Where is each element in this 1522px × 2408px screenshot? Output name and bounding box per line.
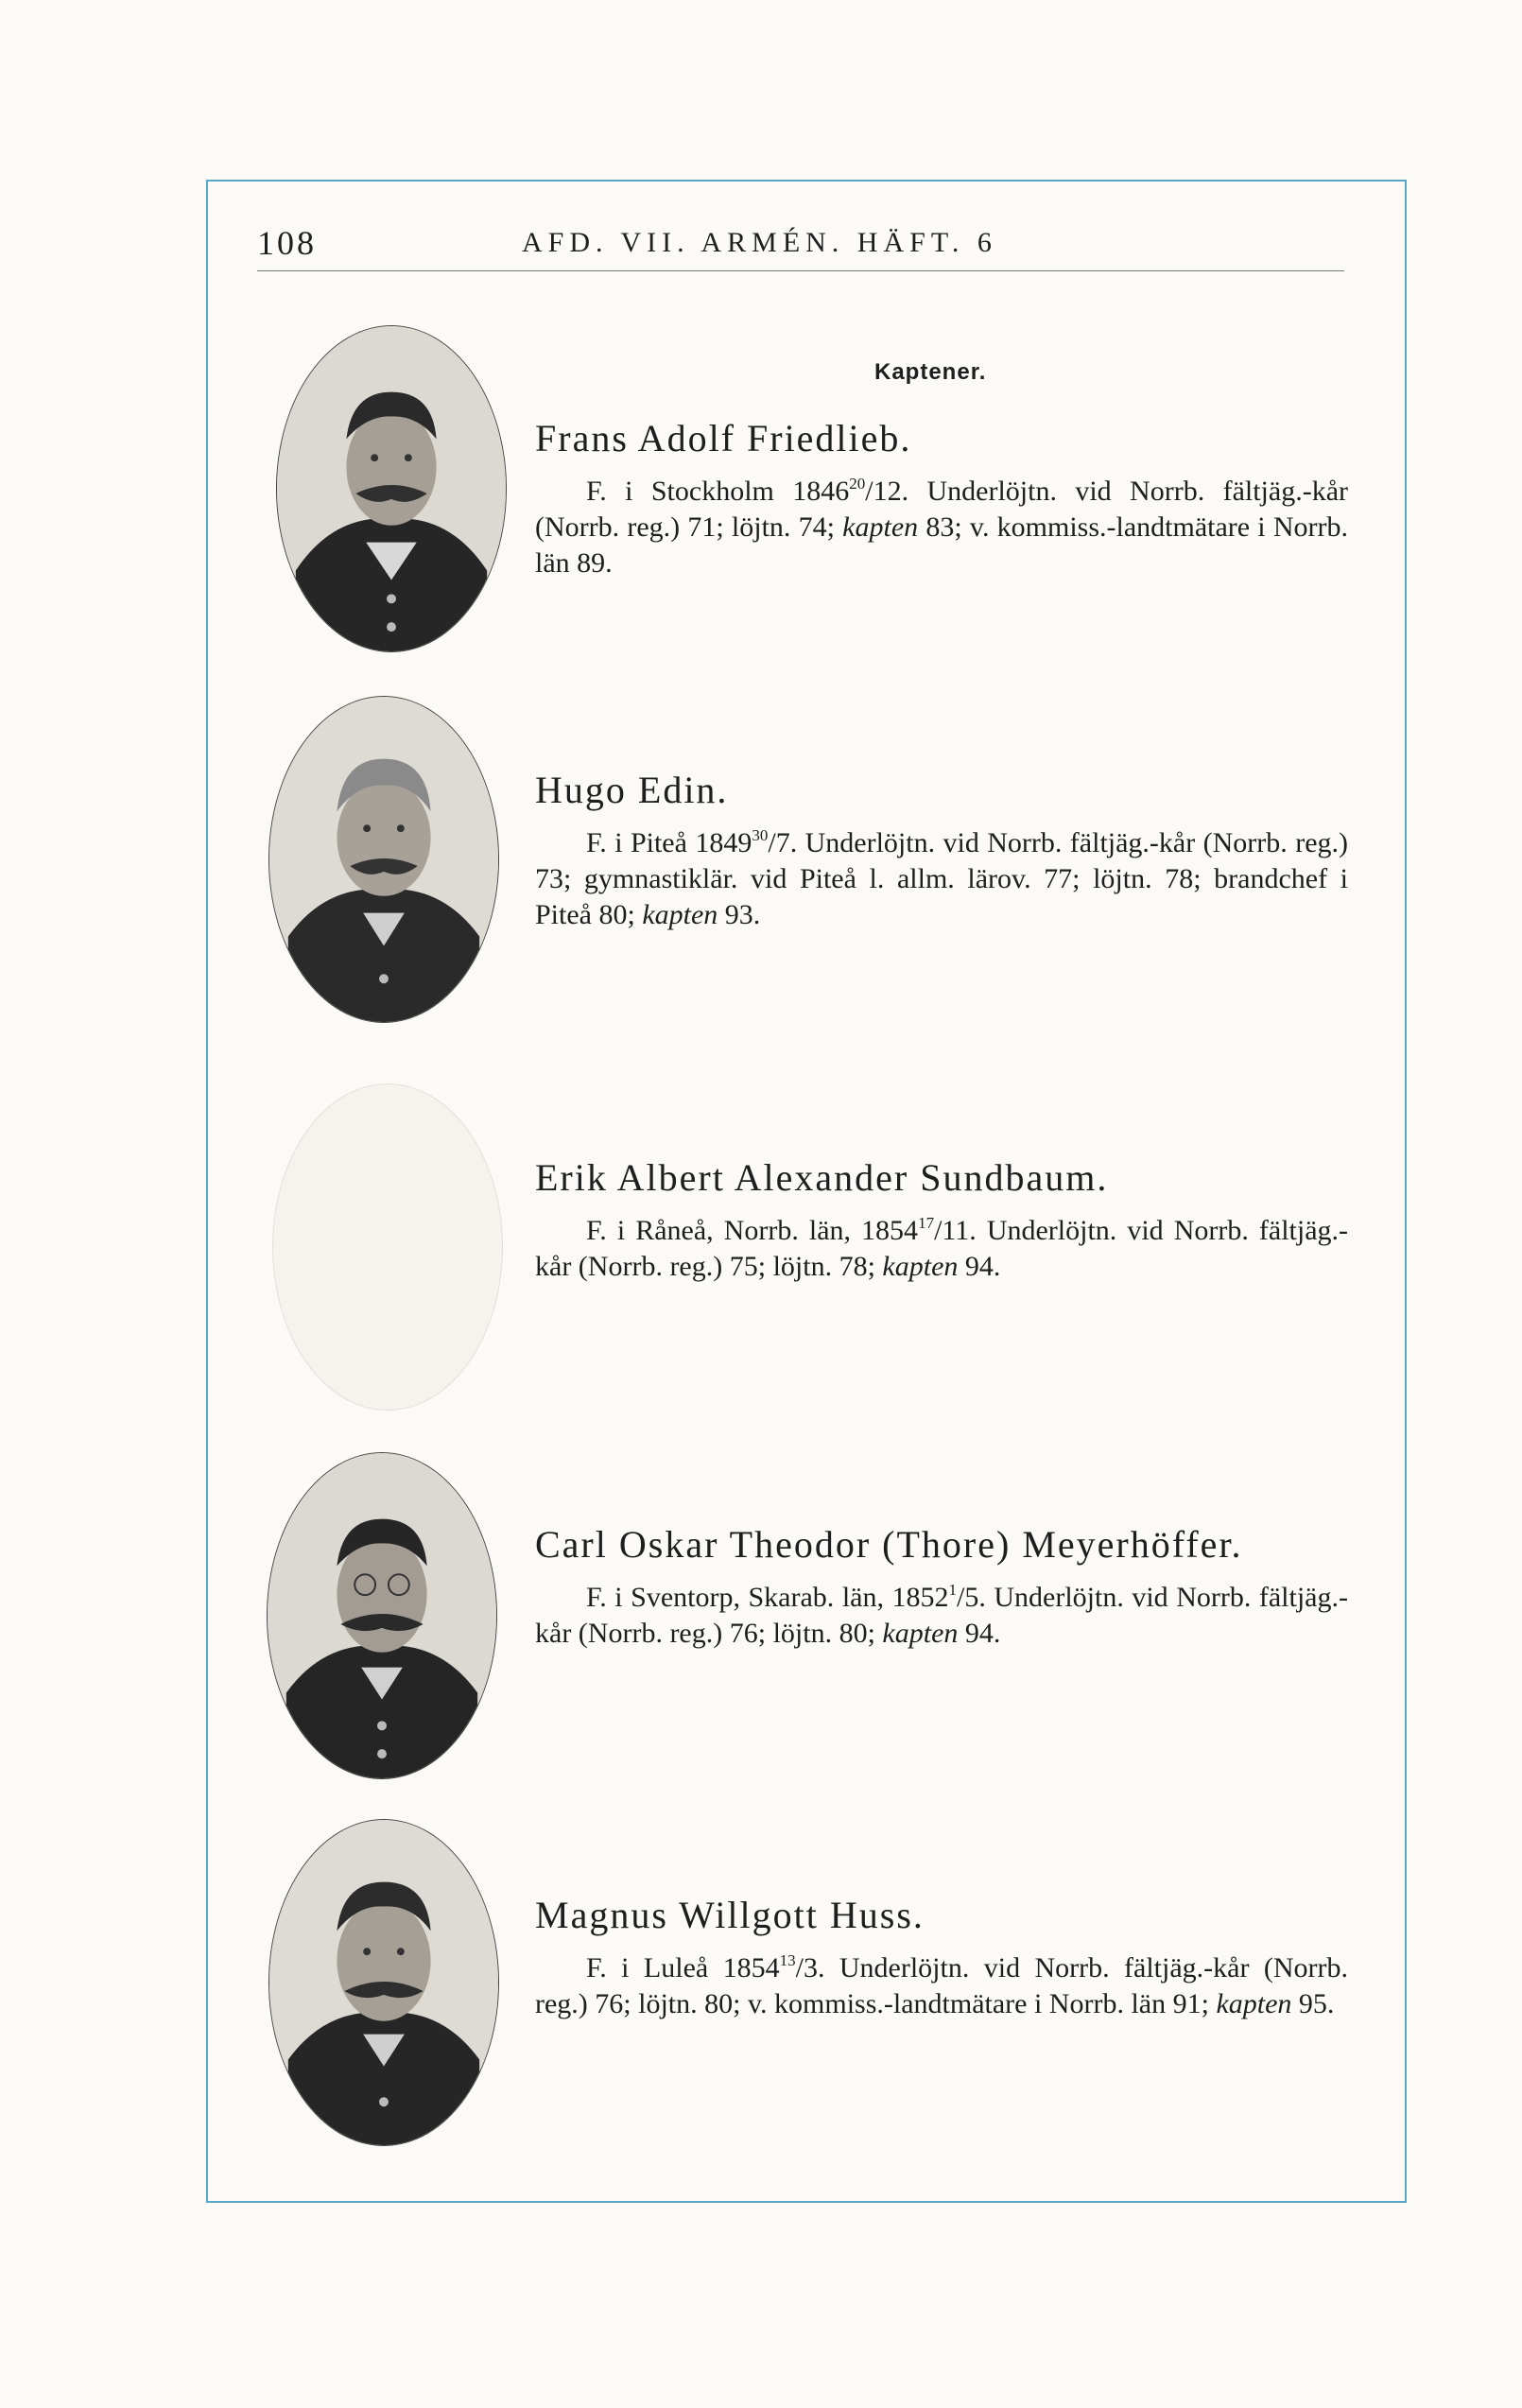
entry-meyerhoffer	[535, 1522, 1348, 1652]
entry-bio: F. i Luleå 1854$^{13}$/3. Underlöjtn. vid Norrb. fältjäg.-kår (Norrb. reg.) 76; löjtn. 80; v. kommiss.-landtmätare i Norrb. län 91; kapten 95.	[535, 1951, 1348, 2019]
portrait-friedlieb	[276, 325, 507, 652]
entry-friedlieb	[535, 416, 1348, 581]
portrait-edin	[268, 696, 499, 1023]
page-header	[257, 223, 1344, 271]
section-title: Kaptener.	[874, 359, 987, 385]
running-head: AFD. VII. ARMÉN. HÄFT. 6	[522, 227, 997, 258]
portrait-sundbaum-blank	[272, 1083, 503, 1411]
entry-name: Erik Albert Alexander Sundbaum.	[535, 1156, 1109, 1199]
entry-name: Frans Adolf Friedlieb.	[535, 417, 912, 459]
entry-bio: F. i Sventorp, Skarab. län, 1852$^1$/5. Underlöjtn. vid Norrb. fältjäg.-kår (Norrb. reg.) 76; löjtn. 80; kapten 94.	[535, 1581, 1348, 1649]
entry-edin	[535, 768, 1348, 933]
entry-sundbaum	[535, 1155, 1348, 1285]
entry-name: Carl Oskar Theodor (Thore) Meyerhöffer.	[535, 1523, 1243, 1566]
entry-name: Magnus Willgott Huss.	[535, 1894, 925, 1936]
portrait-meyerhoffer	[267, 1452, 497, 1779]
entry-bio: F. i Råneå, Norrb. län, 1854$^{17}$/11. Underlöjtn. vid Norrb. fältjäg.-kår (Norrb. reg.) 75; löjtn. 78; kapten 94.	[535, 1214, 1349, 1282]
entry-bio: F. i Piteå 1849$^{30}$/7. Underlöjtn. vid Norrb. fältjäg.-kår (Norrb. reg.) 73; gymnastiklär. vid Piteå l. allm. lärov. 77; löjtn. 78; brandchef i Piteå 80; kapten 93.	[535, 826, 1348, 930]
portrait-huss	[268, 1819, 499, 2146]
entry-bio: F. i Stockholm 1846$^{20}$/12. Underlöjtn. vid Norrb. fältjäg.-kår (Norrb. reg.) 71; löjtn. 74; kapten 83; v. kommiss.-landtmätare i Norrb. län 89.	[535, 475, 1348, 579]
entry-huss	[535, 1893, 1348, 2022]
entry-name: Hugo Edin.	[535, 769, 729, 811]
page-number: 108	[257, 224, 317, 262]
